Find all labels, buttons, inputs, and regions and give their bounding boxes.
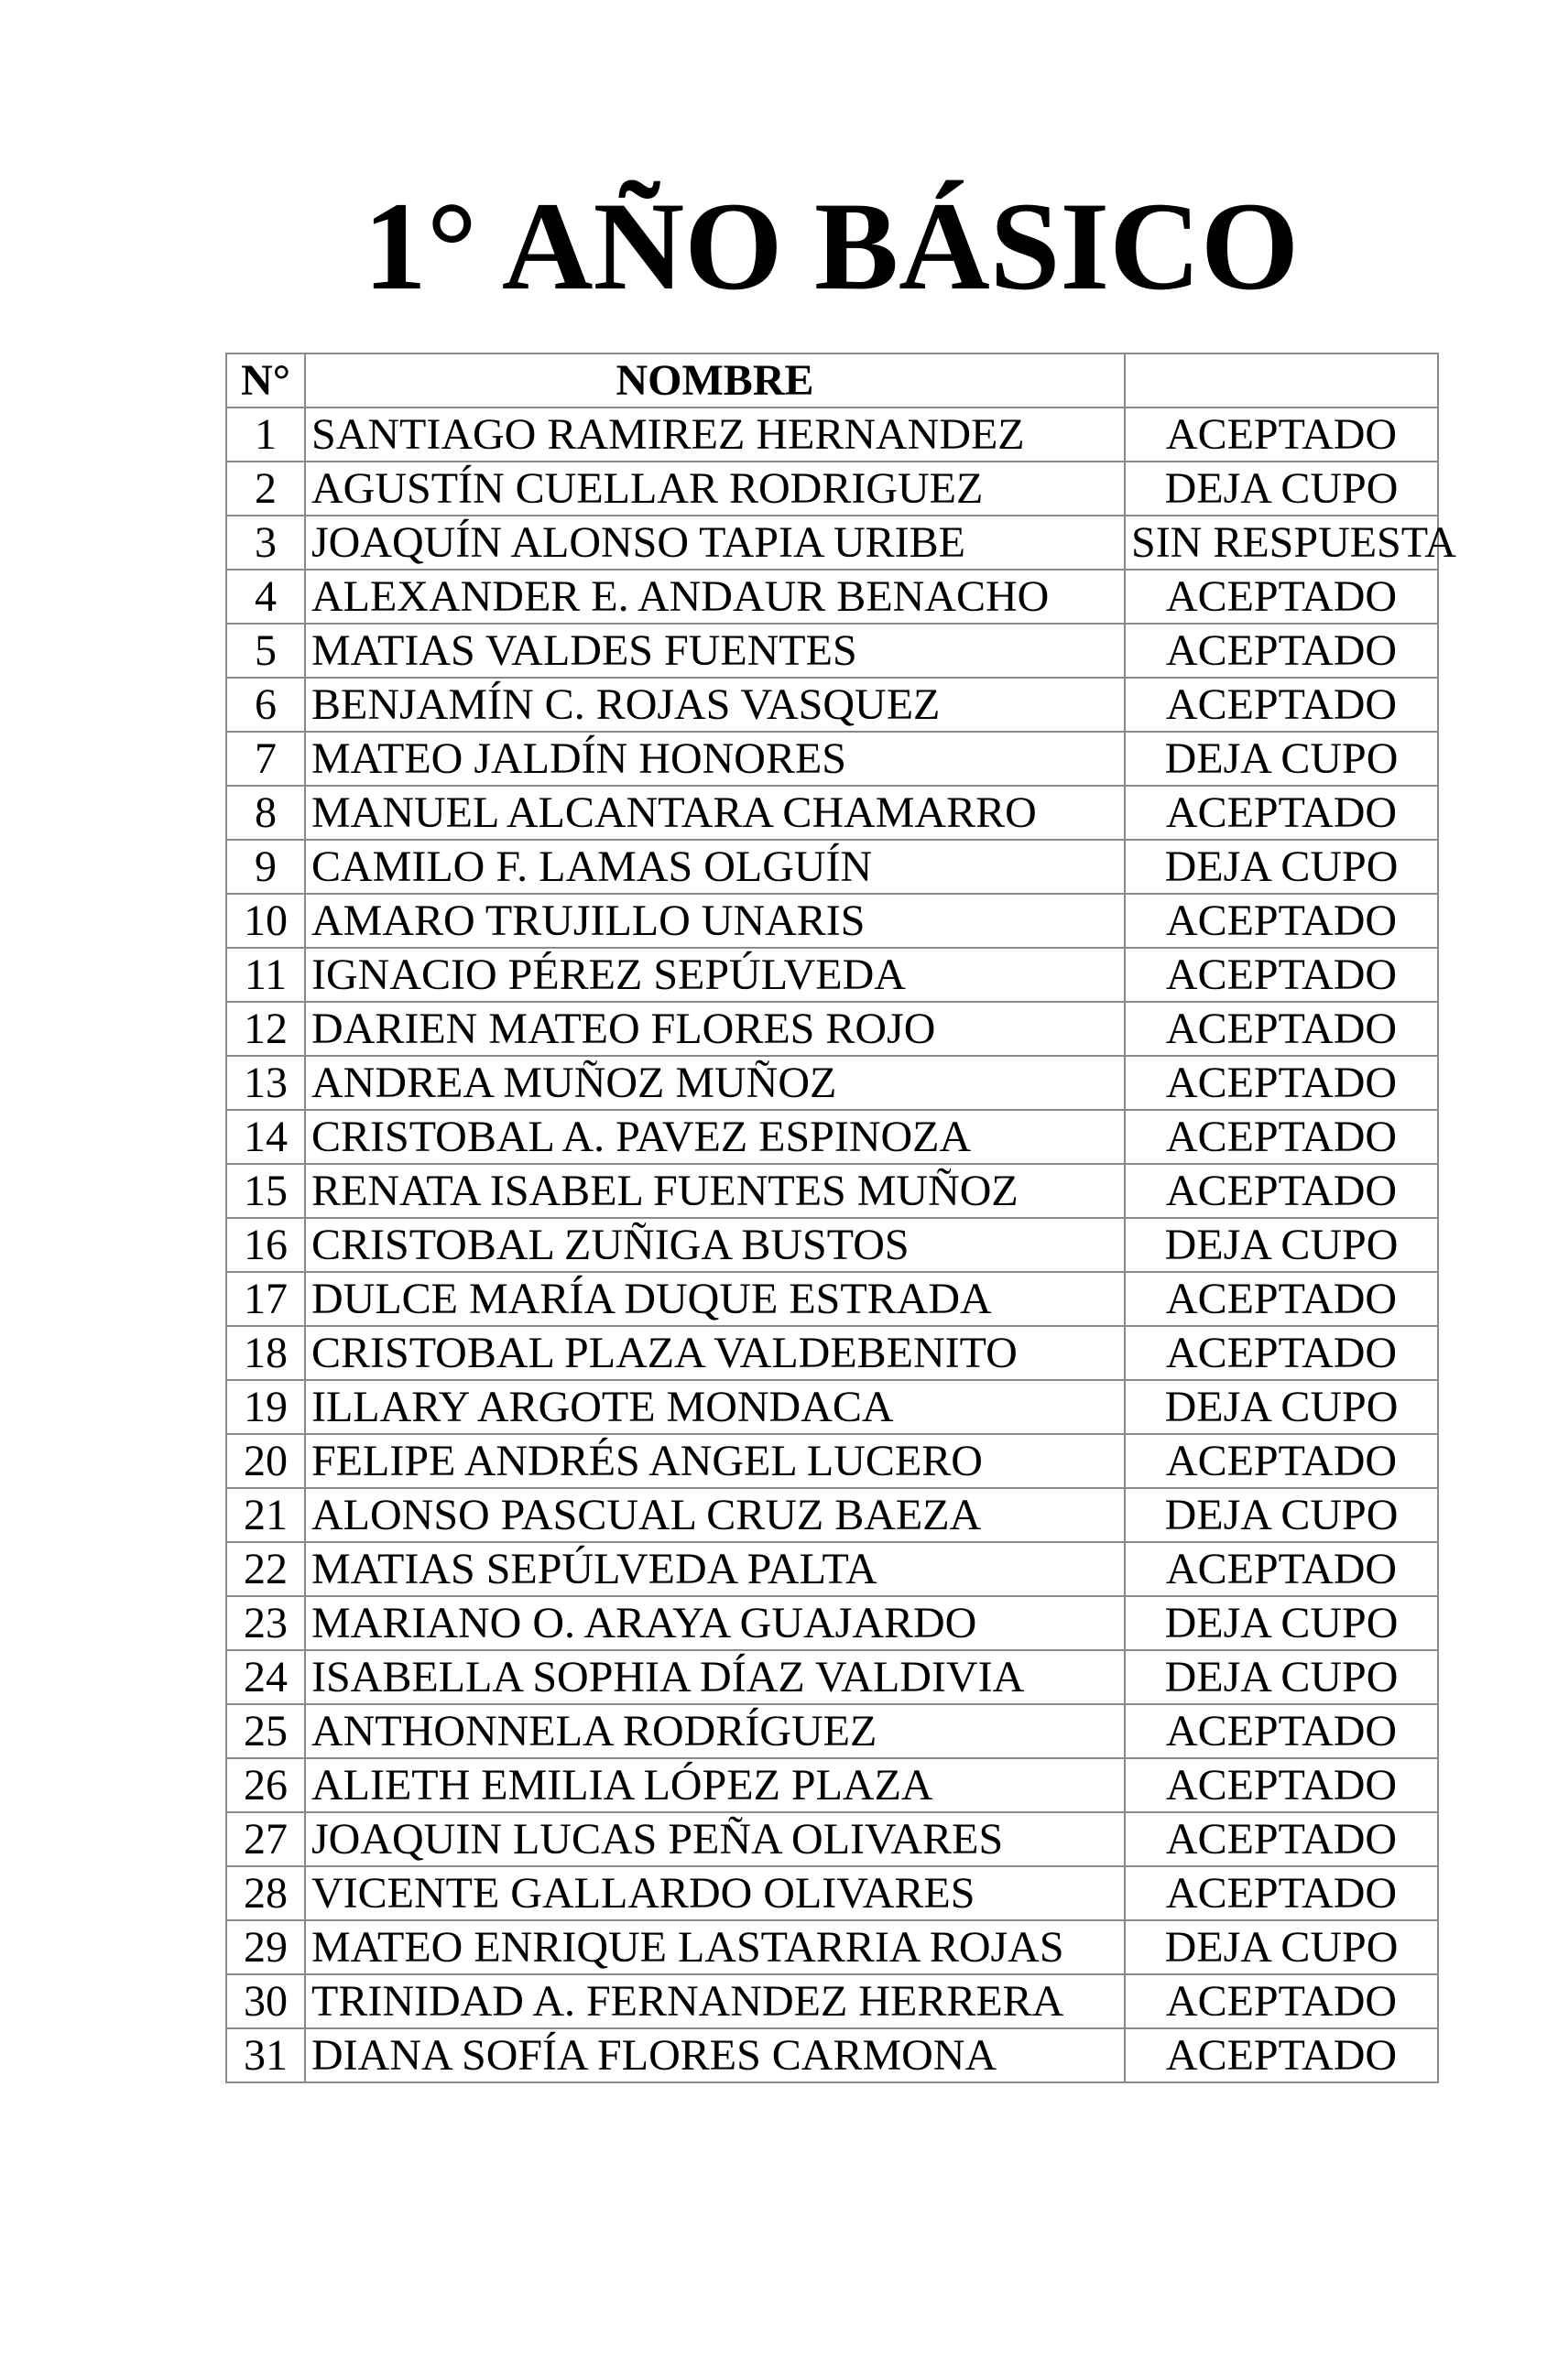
student-name: DARIEN MATEO FLORES ROJO xyxy=(305,1002,1125,1056)
enrollment-status: DEJA CUPO xyxy=(1125,1920,1438,1974)
table-row xyxy=(226,1434,1438,1488)
student-name: ANDREA MUÑOZ MUÑOZ xyxy=(305,1056,1125,1110)
table-row xyxy=(226,624,1438,678)
enrollment-status: ACEPTADO xyxy=(1125,786,1438,840)
student-name: MANUEL ALCANTARA CHAMARRO xyxy=(305,786,1125,840)
student-name: ALIETH EMILIA LÓPEZ PLAZA xyxy=(305,1758,1125,1812)
row-number: 29 xyxy=(226,1920,305,1974)
row-number: 26 xyxy=(226,1758,305,1812)
student-name: MATEO ENRIQUE LASTARRIA ROJAS xyxy=(305,1920,1125,1974)
enrollment-status: ACEPTADO xyxy=(1125,2028,1438,2082)
table-row xyxy=(226,462,1438,516)
enrollment-status: DEJA CUPO xyxy=(1125,840,1438,894)
row-number: 2 xyxy=(226,462,305,516)
row-number: 21 xyxy=(226,1488,305,1542)
row-number: 25 xyxy=(226,1704,305,1758)
enrollment-status: DEJA CUPO xyxy=(1125,462,1438,516)
row-number: 27 xyxy=(226,1812,305,1866)
row-number: 1 xyxy=(226,408,305,462)
table-row xyxy=(226,1380,1438,1434)
enrollment-status: ACEPTADO xyxy=(1125,1056,1438,1110)
table-row xyxy=(226,1488,1438,1542)
student-name: IGNACIO PÉREZ SEPÚLVEDA xyxy=(305,948,1125,1002)
student-name: AMARO TRUJILLO UNARIS xyxy=(305,894,1125,948)
table-row xyxy=(226,1758,1438,1812)
row-number: 18 xyxy=(226,1326,305,1380)
enrollment-status: DEJA CUPO xyxy=(1125,1596,1438,1650)
row-number: 30 xyxy=(226,1974,305,2028)
table-row xyxy=(226,570,1438,624)
row-number: 7 xyxy=(226,732,305,786)
table-row xyxy=(226,1866,1438,1920)
table-row xyxy=(226,1974,1438,2028)
header-name: NOMBRE xyxy=(305,353,1125,408)
header-status xyxy=(1125,353,1438,408)
enrollment-status: DEJA CUPO xyxy=(1125,1380,1438,1434)
student-name: RENATA ISABEL FUENTES MUÑOZ xyxy=(305,1164,1125,1218)
table-row xyxy=(226,678,1438,732)
student-name: DULCE MARÍA DUQUE ESTRADA xyxy=(305,1272,1125,1326)
row-number: 3 xyxy=(226,516,305,570)
enrollment-status: ACEPTADO xyxy=(1125,1326,1438,1380)
table-row xyxy=(226,786,1438,840)
row-number: 6 xyxy=(226,678,305,732)
enrollment-status: ACEPTADO xyxy=(1125,1974,1438,2028)
table-row xyxy=(226,516,1438,570)
student-name: SANTIAGO RAMIREZ HERNANDEZ xyxy=(305,408,1125,462)
enrollment-status: ACEPTADO xyxy=(1125,1812,1438,1866)
table-row xyxy=(226,1164,1438,1218)
table-body xyxy=(226,353,1456,2082)
row-number: 16 xyxy=(226,1218,305,1272)
enrollment-status: ACEPTADO xyxy=(1125,1866,1438,1920)
enrollment-status: ACEPTADO xyxy=(1125,678,1438,732)
enrollment-status: ACEPTADO xyxy=(1125,1272,1438,1326)
table-row xyxy=(226,732,1438,786)
enrollment-status: ACEPTADO xyxy=(1125,1110,1438,1164)
student-name: VICENTE GALLARDO OLIVARES xyxy=(305,1866,1125,1920)
row-number: 28 xyxy=(226,1866,305,1920)
enrollment-status: ACEPTADO xyxy=(1125,570,1438,624)
student-name: CRISTOBAL A. PAVEZ ESPINOZA xyxy=(305,1110,1125,1164)
student-name: JOAQUÍN ALONSO TAPIA URIBE xyxy=(305,516,1125,570)
row-number: 19 xyxy=(226,1380,305,1434)
enrollment-status: ACEPTADO xyxy=(1125,948,1438,1002)
row-number: 12 xyxy=(226,1002,305,1056)
table-row xyxy=(226,1110,1438,1164)
enrollment-status: DEJA CUPO xyxy=(1125,1218,1438,1272)
row-number: 15 xyxy=(226,1164,305,1218)
student-name: BENJAMÍN C. ROJAS VASQUEZ xyxy=(305,678,1125,732)
row-number: 10 xyxy=(226,894,305,948)
student-name: CRISTOBAL PLAZA VALDEBENITO xyxy=(305,1326,1125,1380)
student-name: DIANA SOFÍA FLORES CARMONA xyxy=(305,2028,1125,2082)
table-row xyxy=(226,1218,1438,1272)
student-name: FELIPE ANDRÉS ANGEL LUCERO xyxy=(305,1434,1125,1488)
header-number: N° xyxy=(226,353,305,408)
student-name: MATIAS VALDES FUENTES xyxy=(305,624,1125,678)
student-name: ISABELLA SOPHIA DÍAZ VALDIVIA xyxy=(305,1650,1125,1704)
student-name: ANTHONNELA RODRÍGUEZ xyxy=(305,1704,1125,1758)
table-row xyxy=(226,1272,1438,1326)
row-number: 4 xyxy=(226,570,305,624)
enrollment-status: ACEPTADO xyxy=(1125,408,1438,462)
row-number: 8 xyxy=(226,786,305,840)
row-number: 17 xyxy=(226,1272,305,1326)
table-row xyxy=(226,840,1438,894)
row-number: 24 xyxy=(226,1650,305,1704)
student-name: MATEO JALDÍN HONORES xyxy=(305,732,1125,786)
table-row xyxy=(226,1326,1438,1380)
row-number: 5 xyxy=(226,624,305,678)
enrollment-status: ACEPTADO xyxy=(1125,624,1438,678)
enrollment-status: DEJA CUPO xyxy=(1125,732,1438,786)
table-row xyxy=(226,408,1438,462)
student-name: CAMILO F. LAMAS OLGUÍN xyxy=(305,840,1125,894)
table-row xyxy=(226,948,1438,1002)
student-name: MARIANO O. ARAYA GUAJARDO xyxy=(305,1596,1125,1650)
row-number: 13 xyxy=(226,1056,305,1110)
table-row xyxy=(226,1920,1438,1974)
enrollment-status: DEJA CUPO xyxy=(1125,1488,1438,1542)
student-name: MATIAS SEPÚLVEDA PALTA xyxy=(305,1542,1125,1596)
enrollment-status: ACEPTADO xyxy=(1125,1164,1438,1218)
row-number: 9 xyxy=(226,840,305,894)
row-number: 14 xyxy=(226,1110,305,1164)
student-name: AGUSTÍN CUELLAR RODRIGUEZ xyxy=(305,462,1125,516)
table-row xyxy=(226,1596,1438,1650)
student-name: CRISTOBAL ZUÑIGA BUSTOS xyxy=(305,1218,1125,1272)
row-number: 20 xyxy=(226,1434,305,1488)
enrollment-status: ACEPTADO xyxy=(1125,1758,1438,1812)
student-name: ALEXANDER E. ANDAUR BENACHO xyxy=(305,570,1125,624)
table-row xyxy=(226,894,1438,948)
student-name: TRINIDAD A. FERNANDEZ HERRERA xyxy=(305,1974,1125,2028)
row-number: 11 xyxy=(226,948,305,1002)
table-row xyxy=(226,1812,1438,1866)
table-row xyxy=(226,1704,1438,1758)
enrollment-status: ACEPTADO xyxy=(1125,894,1438,948)
row-number: 23 xyxy=(226,1596,305,1650)
enrollment-table xyxy=(225,353,1456,2083)
enrollment-status: ACEPTADO xyxy=(1125,1002,1438,1056)
table-row xyxy=(226,1056,1438,1110)
table-row xyxy=(226,1542,1438,1596)
student-name: ILLARY ARGOTE MONDACA xyxy=(305,1380,1125,1434)
row-number: 22 xyxy=(226,1542,305,1596)
student-name: ALONSO PASCUAL CRUZ BAEZA xyxy=(305,1488,1125,1542)
table-row xyxy=(226,2028,1438,2082)
table-row xyxy=(226,1650,1438,1704)
enrollment-status: ACEPTADO xyxy=(1125,1542,1438,1596)
enrollment-status: DEJA CUPO xyxy=(1125,1650,1438,1704)
enrollment-status: ACEPTADO xyxy=(1125,1434,1438,1488)
table-header-row xyxy=(226,353,1438,408)
enrollment-status: ACEPTADO xyxy=(1125,1704,1438,1758)
student-name: JOAQUIN LUCAS PEÑA OLIVARES xyxy=(305,1812,1125,1866)
page-title: 1° AÑO BÁSICO xyxy=(363,176,1300,316)
table-row xyxy=(226,1002,1438,1056)
row-number: 31 xyxy=(226,2028,305,2082)
enrollment-status: SIN RESPUESTA xyxy=(1125,516,1438,570)
